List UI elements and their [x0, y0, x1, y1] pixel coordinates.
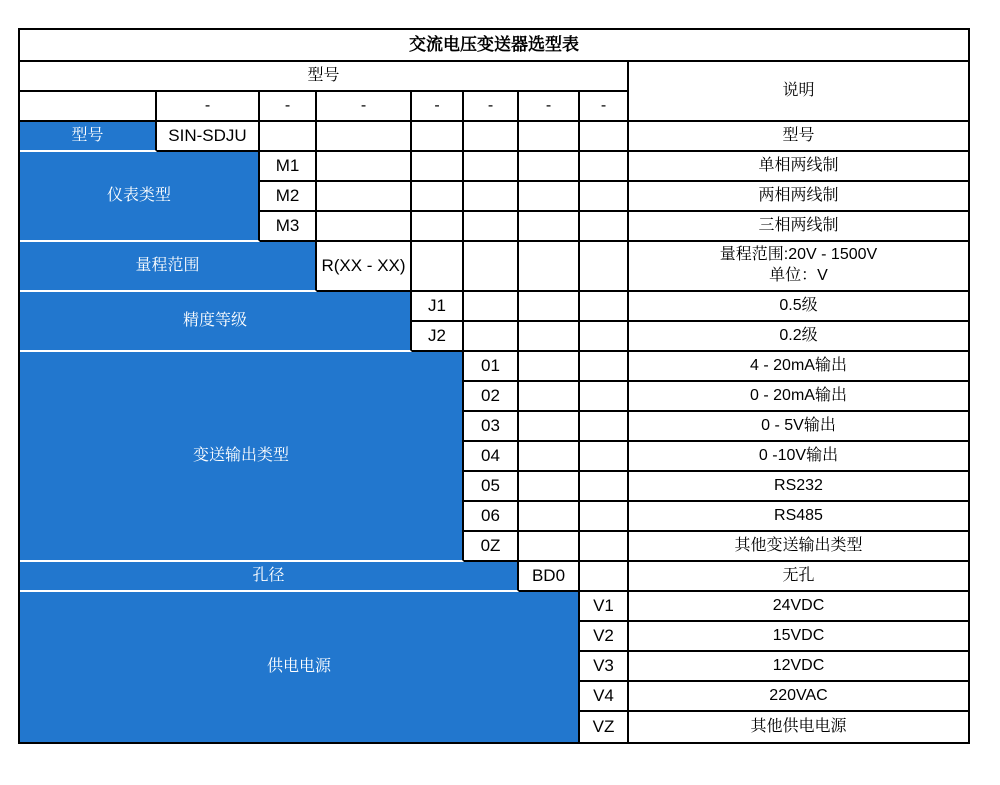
section-label-range: 量程范围: [20, 242, 317, 292]
range-desc-line2: 单位：V: [769, 267, 828, 284]
option-desc-j1: 0.5级: [629, 292, 968, 322]
empty-cell: [464, 182, 519, 212]
empty-cell: [317, 152, 412, 182]
option-desc-v3: 12VDC: [629, 652, 968, 682]
empty-cell: [464, 322, 519, 352]
option-desc-02: 0 - 20mA输出: [629, 382, 968, 412]
empty-cell: [580, 122, 629, 152]
option-desc-01: 4 - 20mA输出: [629, 352, 968, 382]
empty-cell: [464, 292, 519, 322]
empty-cell: [20, 92, 157, 122]
range-desc-line1: 量程范围:20V - 1500V: [719, 246, 878, 264]
option-desc-range: [629, 242, 968, 292]
section-label-meter-type: 仪表类型: [20, 152, 260, 242]
dash-cell: -: [317, 92, 412, 122]
empty-cell: [519, 472, 580, 502]
model-code-cell: SIN-SDJU: [157, 122, 260, 152]
empty-cell: [412, 152, 464, 182]
empty-cell: [580, 412, 629, 442]
dash-cell: -: [464, 92, 519, 122]
empty-cell: [580, 382, 629, 412]
empty-cell: [580, 242, 629, 292]
empty-cell: [580, 442, 629, 472]
option-desc-04: 0 -10V输出: [629, 442, 968, 472]
empty-cell: [580, 532, 629, 562]
empty-cell: [464, 212, 519, 242]
empty-cell: [519, 532, 580, 562]
option-desc-06: RS485: [629, 502, 968, 532]
empty-cell: [317, 122, 412, 152]
option-code-m2: M2: [260, 182, 317, 212]
option-code-m1: M1: [260, 152, 317, 182]
option-code-0z: 0Z: [464, 532, 519, 562]
option-code-06: 06: [464, 502, 519, 532]
option-desc-vz: 其他供电电源: [750, 718, 847, 735]
empty-cell: [580, 212, 629, 242]
option-code-v3: V3: [580, 652, 629, 682]
option-desc-m3: 三相两线制: [629, 212, 968, 242]
option-code-v4: V4: [580, 682, 629, 712]
model-group-header: 型号: [20, 62, 629, 92]
model-description-cell: 型号: [629, 122, 968, 152]
empty-cell: [464, 152, 519, 182]
option-code-05: 05: [464, 472, 519, 502]
empty-cell: [519, 122, 580, 152]
option-desc-v4: 220VAC: [629, 682, 968, 712]
empty-cell: [580, 152, 629, 182]
empty-cell: [317, 212, 412, 242]
section-label-power-supply: 供电电源: [20, 592, 580, 742]
option-code-bd0: BD0: [519, 562, 580, 592]
empty-cell: [580, 562, 629, 592]
dash-cell: -: [157, 92, 260, 122]
empty-cell: [580, 472, 629, 502]
model-label-cell: 型号: [20, 122, 157, 152]
option-code-02: 02: [464, 382, 519, 412]
option-desc-0z: 其他变送输出类型: [629, 532, 968, 562]
option-code-04: 04: [464, 442, 519, 472]
option-code-m3: M3: [260, 212, 317, 242]
empty-cell: [580, 182, 629, 212]
empty-cell: [519, 502, 580, 532]
dash-cell: -: [412, 92, 464, 122]
dash-cell: -: [519, 92, 580, 122]
empty-cell: [519, 292, 580, 322]
selection-table: [18, 28, 970, 744]
empty-cell: [519, 152, 580, 182]
empty-cell: [412, 212, 464, 242]
option-desc-v1: 24VDC: [629, 592, 968, 622]
section-label-accuracy: 精度等级: [20, 292, 412, 352]
section-label-aperture: 孔径: [20, 562, 519, 592]
empty-cell: [519, 442, 580, 472]
empty-cell: [317, 182, 412, 212]
option-desc-03: 0 - 5V输出: [629, 412, 968, 442]
empty-cell: [412, 242, 464, 292]
empty-cell: [519, 412, 580, 442]
option-desc-m1: 单相两线制: [629, 152, 968, 182]
option-code-01: 01: [464, 352, 519, 382]
empty-cell: [412, 122, 464, 152]
option-desc-bd0: 无孔: [629, 562, 968, 592]
option-code-j2: J2: [412, 322, 464, 352]
empty-cell: [519, 242, 580, 292]
table-title: 交流电压变送器选型表: [20, 30, 968, 62]
empty-cell: [519, 352, 580, 382]
option-code-range: R(XX - XX): [317, 242, 412, 292]
option-desc-j2: 0.2级: [629, 322, 968, 352]
empty-cell: [519, 322, 580, 352]
option-code-vz: VZ: [580, 712, 629, 742]
empty-cell: [464, 122, 519, 152]
empty-cell: [580, 352, 629, 382]
option-code-03: 03: [464, 412, 519, 442]
option-desc-m2: 两相两线制: [629, 182, 968, 212]
empty-cell: [519, 382, 580, 412]
option-desc-v2: 15VDC: [629, 622, 968, 652]
description-header: 说明: [629, 62, 968, 122]
empty-cell: [464, 242, 519, 292]
empty-cell: [260, 122, 317, 152]
section-label-output-type: 变送输出类型: [20, 352, 464, 562]
option-code-v1: V1: [580, 592, 629, 622]
empty-cell: [580, 502, 629, 532]
empty-cell: [519, 212, 580, 242]
option-code-j1: J1: [412, 292, 464, 322]
option-desc-05: RS232: [629, 472, 968, 502]
empty-cell: [519, 182, 580, 212]
empty-cell: [580, 292, 629, 322]
option-code-v2: V2: [580, 622, 629, 652]
dash-cell: -: [580, 92, 629, 122]
dash-cell: -: [260, 92, 317, 122]
empty-cell: [412, 182, 464, 212]
empty-cell: [580, 322, 629, 352]
